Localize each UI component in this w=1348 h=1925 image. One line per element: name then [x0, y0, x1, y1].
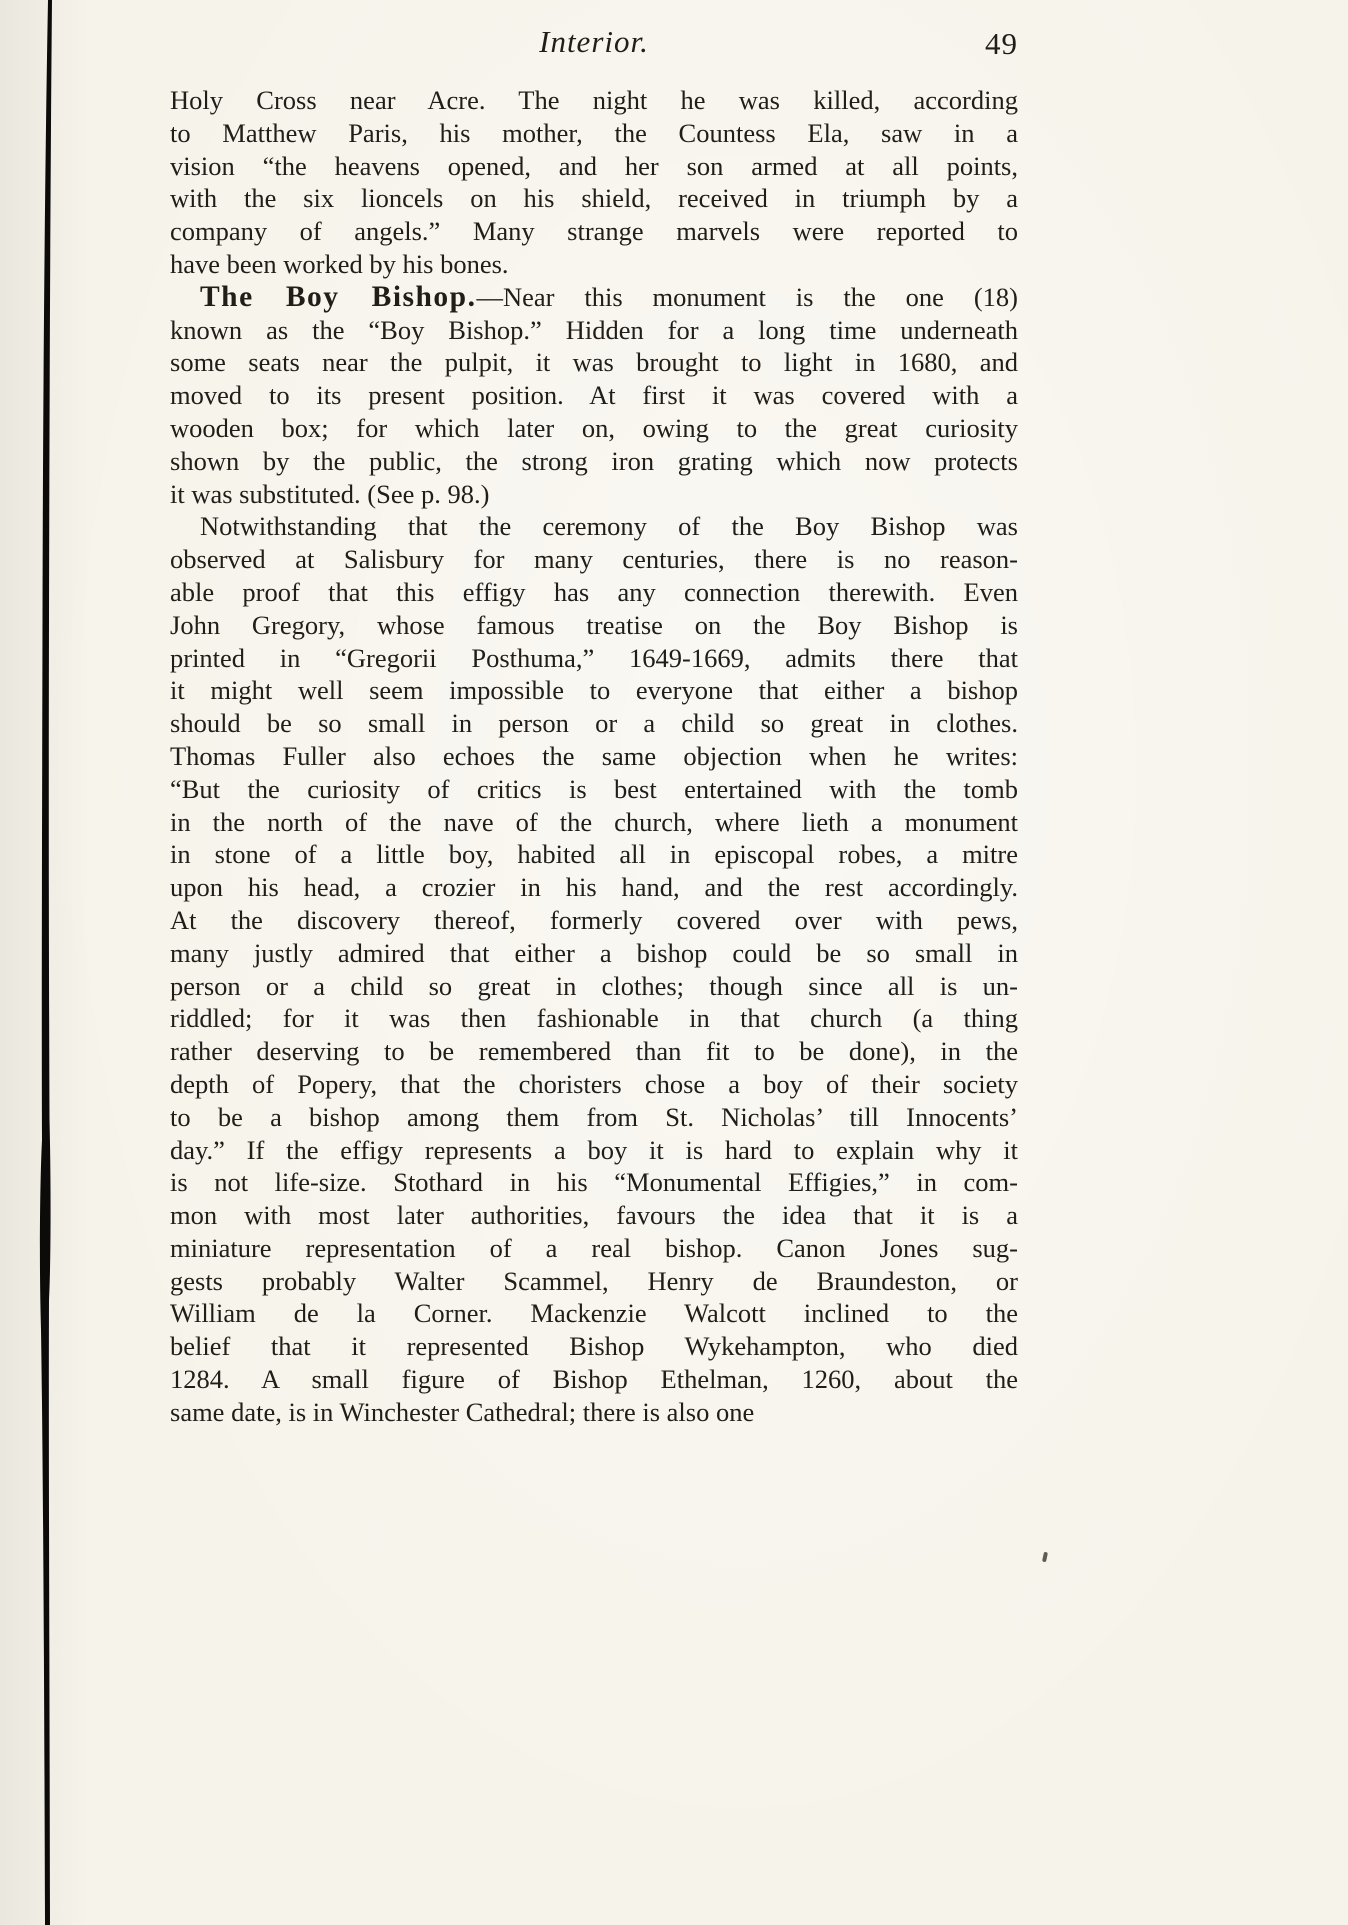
text-line: it was substituted. (See p. 98.) [170, 478, 490, 509]
text-line: observed at Salisbury for many centuries, there is no reason- [170, 544, 1018, 575]
paragraph-lead: The Boy Bishop. [200, 280, 477, 313]
scan-speck [1042, 1552, 1048, 1563]
text-line: with the six lioncels on his shield, received in triumph by a [170, 183, 1018, 214]
page-title: Interior. [539, 24, 649, 59]
text-line: upon his head, a crozier in his hand, and the rest accordingly. [170, 872, 1018, 903]
text-line: day.” If the effigy represents a boy it is hard to explain why it [170, 1134, 1018, 1165]
text-line: able proof that this effigy has any connection therewith. Even [170, 576, 1018, 607]
text-line: have been worked by his bones. [170, 248, 509, 279]
text-line: At the discovery thereof, formerly covered over with pews, [170, 904, 1018, 935]
text-line: miniature representation of a real bishop. Canon Jones sug- [170, 1232, 1018, 1263]
text-line: rather deserving to be remembered than fit to be done), in the [170, 1036, 1018, 1067]
text-line: The Boy Bishop.—Near this monument is the one (18) [200, 280, 1018, 313]
text-line: “But the curiosity of critics is best entertained with the tomb [170, 773, 1018, 804]
text-line: to be a bishop among them from St. Nicholas’ till Innocents’ [170, 1101, 1018, 1132]
text-line: wooden box; for which later on, owing to the great curiosity [170, 412, 1018, 443]
text-line: printed in “Gregorii Posthuma,” 1649-1669, admits there that [170, 642, 1018, 673]
text-line: moved to its present position. At first it was covered with a [170, 380, 1018, 411]
text-line: depth of Popery, that the choristers chose a boy of their society [170, 1068, 1018, 1099]
text-line: shown by the public, the strong iron grating which now protects [170, 445, 1018, 476]
text-line: company of angels.” Many strange marvels were reported to [170, 216, 1018, 247]
text-line: in the north of the nave of the church, where lieth a monument [170, 806, 1018, 837]
text-line: in stone of a little boy, habited all in episcopal robes, a mitre [170, 839, 1018, 870]
paragraph [170, 510, 1018, 1428]
running-head [170, 24, 1018, 68]
text-line: belief that it represented Bishop Wykehampton, who died [170, 1331, 1018, 1362]
text-line: is not life-size. Stothard in his “Monumental Effigies,” in com- [170, 1167, 1018, 1198]
binding-shadow-shape [36, 0, 62, 1925]
page-number: 49 [985, 26, 1018, 61]
text-line: Thomas Fuller also echoes the same objection when he writes: [170, 740, 1018, 771]
text-line: to Matthew Paris, his mother, the Countess Ela, saw in a [170, 117, 1018, 148]
text-line: mon with most later authorities, favours the idea that it is a [170, 1200, 1018, 1231]
text-line: William de la Corner. Mackenzie Walcott inclined to the [170, 1298, 1018, 1329]
text-line: same date, is in Winchester Cathedral; there is also one [170, 1396, 755, 1427]
text-block [170, 84, 1018, 1429]
text-line: riddled; for it was then fashionable in that church (a thing [170, 1003, 1018, 1034]
text-line: gests probably Walter Scammel, Henry de Braundeston, or [170, 1265, 1018, 1296]
text-line: it might well seem impossible to everyone that either a bishop [170, 675, 1018, 706]
text-line: should be so small in person or a child so great in clothes. [170, 708, 1018, 739]
text-line: vision “the heavens opened, and her son armed at all points, [170, 150, 1018, 181]
paragraph [170, 281, 1018, 511]
text-line: 1284. A small figure of Bishop Ethelman, 1260, about the [170, 1364, 1018, 1395]
text-line: many justly admired that either a bishop could be so small in [170, 937, 1018, 968]
text-line: person or a child so great in clothes; though since all is un- [170, 970, 1018, 1001]
text-line: some seats near the pulpit, it was brought to light in 1680, and [170, 347, 1018, 378]
text-line: Notwithstanding that the ceremony of the Boy Bishop was [200, 511, 1018, 542]
text-line: known as the “Boy Bishop.” Hidden for a long time underneath [170, 314, 1018, 345]
text-line: Holy Cross near Acre. The night he was killed, according [170, 85, 1018, 115]
text-line: John Gregory, whose famous treatise on the Boy Bishop is [170, 609, 1018, 640]
paragraph [170, 84, 1018, 281]
binding-shadow [36, 0, 62, 1925]
